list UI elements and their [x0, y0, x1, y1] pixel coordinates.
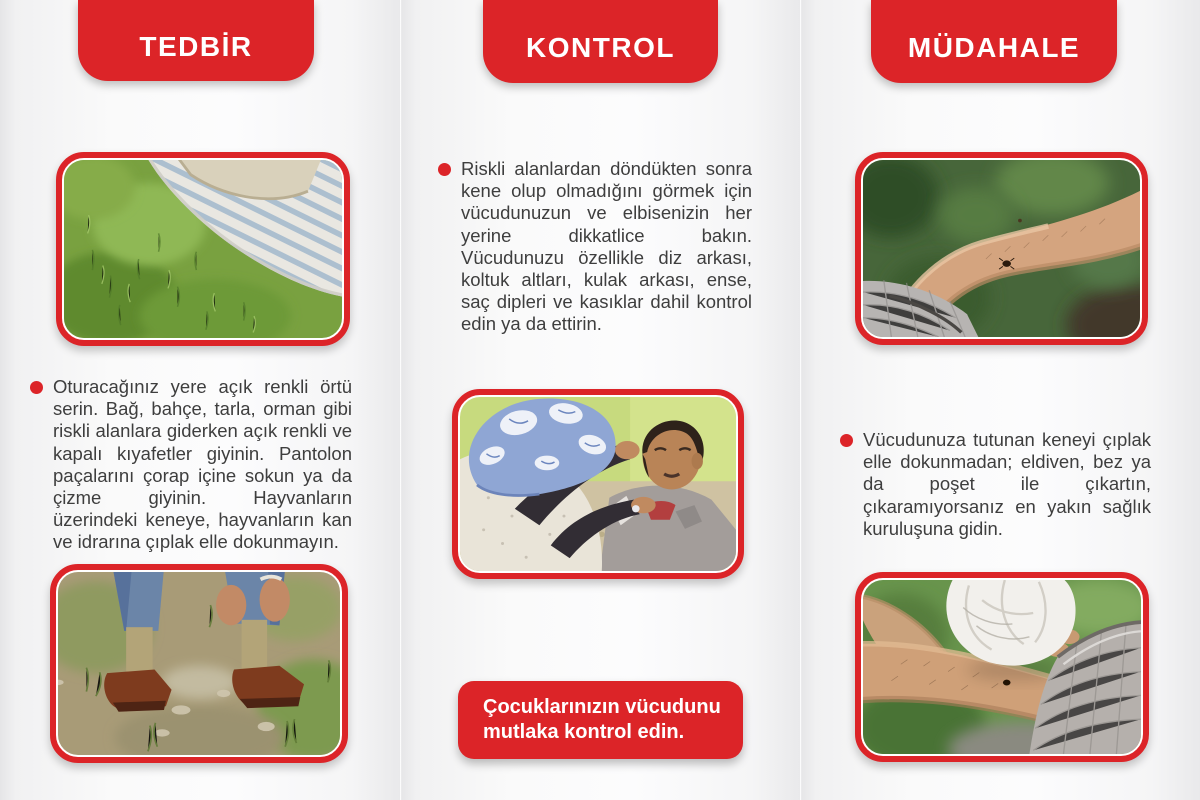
bullet-dot-icon	[30, 381, 43, 394]
tick-on-arm-photo	[855, 152, 1148, 345]
tedbir-paragraph: Oturacağınız yere açık renkli örtü serin. Bağ, bahçe, tarla, orman gibi riskli alanlara giderken açık renkli ve kapalı kıyafetler giyinin. Pantolon paçalarını çorap içine sokun ya da çizme giyinin. Hayvanların üzerindeki keneye, hayvanların kan ve idrarına çıplak elle dokunmayın.	[53, 376, 352, 553]
neck-check-photo	[452, 389, 744, 579]
tedbir-bullet-item	[30, 376, 352, 554]
kontrol-bullet-item	[438, 158, 752, 336]
kontrol-paragraph: Riskli alanlardan döndükten sonra kene olup olmadığını görmek için vücudunuzun ve elbisenizin her yerine dikkatlice bakın. Vücudunuzu özellikle diz arkası, koltuk altları, kulak arkası, ense, saç dipleri ve kasıklar dahil kontrol edin ya da ettirin.	[461, 158, 752, 335]
children-check-callout: Çocuklarınızın vücudunu mutlaka kontrol edin.	[458, 681, 743, 759]
blanket-on-grass-photo	[56, 152, 350, 346]
bullet-dot-icon	[840, 434, 853, 447]
panel-header-tedbir: TEDBİR	[78, 0, 314, 81]
mudahale-bullet-item	[840, 429, 1152, 540]
panel-header-kontrol: KONTROL	[483, 0, 718, 83]
tick-removal-with-bag-photo	[855, 572, 1149, 762]
panel-header-mudahale: MÜDAHALE	[871, 0, 1117, 83]
bullet-dot-icon	[438, 163, 451, 176]
trousers-tucked-into-socks-photo	[50, 564, 348, 763]
mudahale-paragraph: Vücudunuza tutunan keneyi çıplak elle dokunmadan; eldiven, bez ya da poşet ile çıkartın, çıkaramıyorsanız en yakın sağlık kuruluşuna gidin.	[863, 429, 1151, 539]
